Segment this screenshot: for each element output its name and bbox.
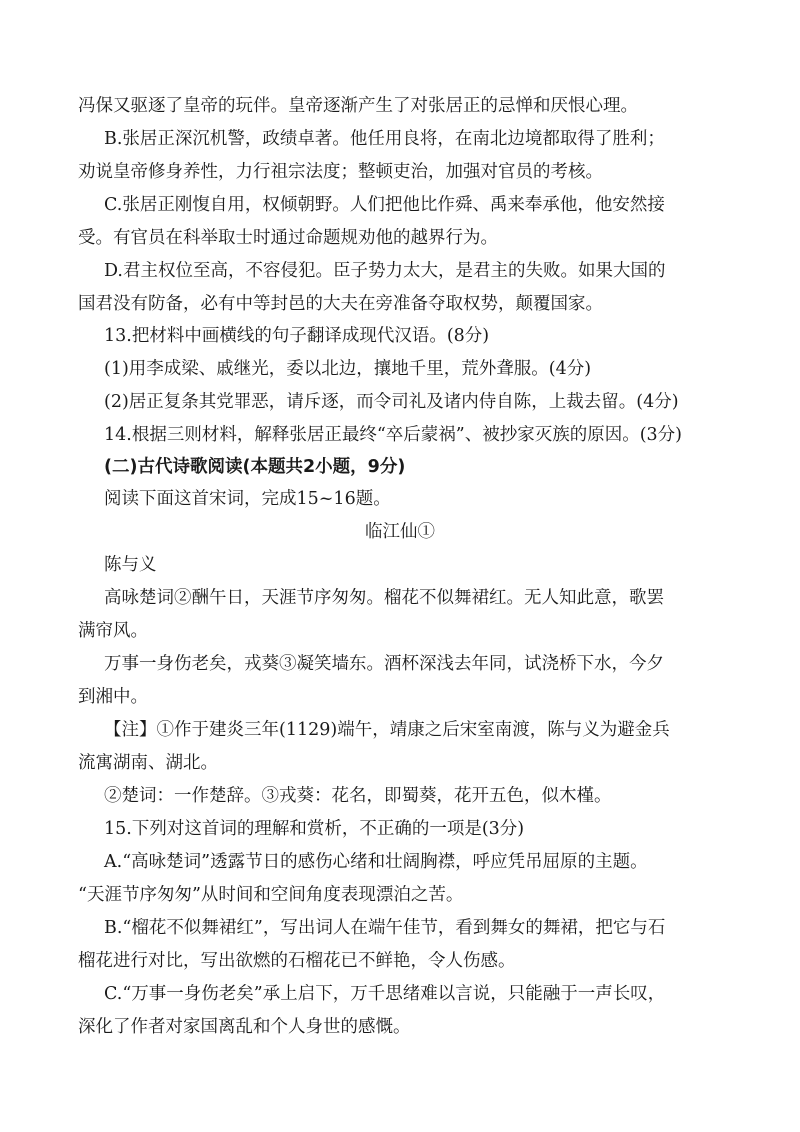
option-c-line: 受。有官员在科举取士时通过命题规劝他的越界行为。 — [78, 228, 498, 248]
reading-instruction: 阅读下面这首宋词，完成15~16题。 — [104, 489, 391, 509]
passage-line: 冯保又驱逐了皇帝的玩伴。皇帝逐渐产生了对张居正的忌惮和厌恨心理。 — [78, 96, 638, 116]
question-13-part-1: (1)用李成梁、戚继光，委以北边，攘地千里，荒外聋服。(4分) — [104, 359, 592, 379]
option-d-line: D.君主权位至高，不容侵犯。臣子势力太大，是君主的失败。如果大国的 — [104, 261, 666, 281]
option-a-line: “天涯节序匆匆”从时间和空间角度表现漂泊之苦。 — [78, 885, 464, 905]
poem-author: 陈与义 — [104, 555, 157, 575]
option-b-line: B.“榴花不似舞裙红”，写出词人在端午佳节，看到舞女的舞裙，把它与石 — [104, 918, 666, 938]
poem-line: 满帘风。 — [78, 621, 148, 641]
poem-title: 临江仙① — [365, 522, 435, 542]
option-b-line: B.张居正深沉机警，政绩卓著。他任用良将，在南北边境都取得了胜利； — [104, 129, 665, 149]
option-c-line: 深化了作者对家国离乱和个人身世的感慨。 — [78, 1017, 411, 1037]
poem-line: 到湘中。 — [78, 687, 148, 707]
question-13: 13.把材料中画横线的句子翻译成现代汉语。(8分) — [104, 326, 490, 346]
option-b-line: 劝说皇帝修身养性，力行祖宗法度；整顿吏治，加强对官员的考核。 — [78, 162, 603, 182]
option-a-line: A.“高咏楚词”透露节日的感伤心绪和壮阔胸襟，呼应凭吊屈原的主题。 — [104, 852, 648, 872]
question-14: 14.根据三则材料，解释张居正最终“卒后蒙祸”、被抄家灭族的原因。(3分) — [104, 425, 683, 445]
option-c-line: C.“万事一身伤老矣”承上启下，万千思绪难以言说，只能融于一声长叹， — [104, 984, 666, 1004]
note-line: ②楚词：一作楚辞。③戎葵：花名，即蜀葵，花开五色，似木槿。 — [104, 786, 612, 806]
question-15: 15.下列对这首词的理解和赏析，不正确的一项是(3分) — [104, 819, 525, 839]
option-c-line: C.张居正刚愎自用，权倾朝野。人们把他比作舜、禹来奉承他，他安然接 — [104, 195, 665, 215]
note-line: 流寓湖南、湖北。 — [78, 753, 218, 773]
question-13-part-2: (2)居正复条其党罪恶，请斥逐，而令司礼及诸内侍自陈，上裁去留。(4分) — [104, 392, 679, 412]
note-line: 【注】①作于建炎三年(1129)端午，靖康之后宋室南渡，陈与义为避金兵 — [104, 720, 670, 740]
option-d-line: 国君没有防备，必有中等封邑的大夫在旁准备夺取权势，颠覆国家。 — [78, 294, 603, 314]
option-b-line: 榴花进行对比，写出欲燃的石榴花已不鲜艳，令人伤感。 — [78, 951, 516, 971]
section-heading: (二)古代诗歌阅读(本题共2小题，9分) — [104, 457, 406, 477]
poem-line: 万事一身伤老矣，戎葵③凝笑墙东。酒杯深浅去年同，试浇桥下水，今夕 — [104, 654, 664, 674]
poem-line: 高咏楚词②酬午日，天涯节序匆匆。榴花不似舞裙红。无人知此意，歌罢 — [104, 588, 664, 608]
